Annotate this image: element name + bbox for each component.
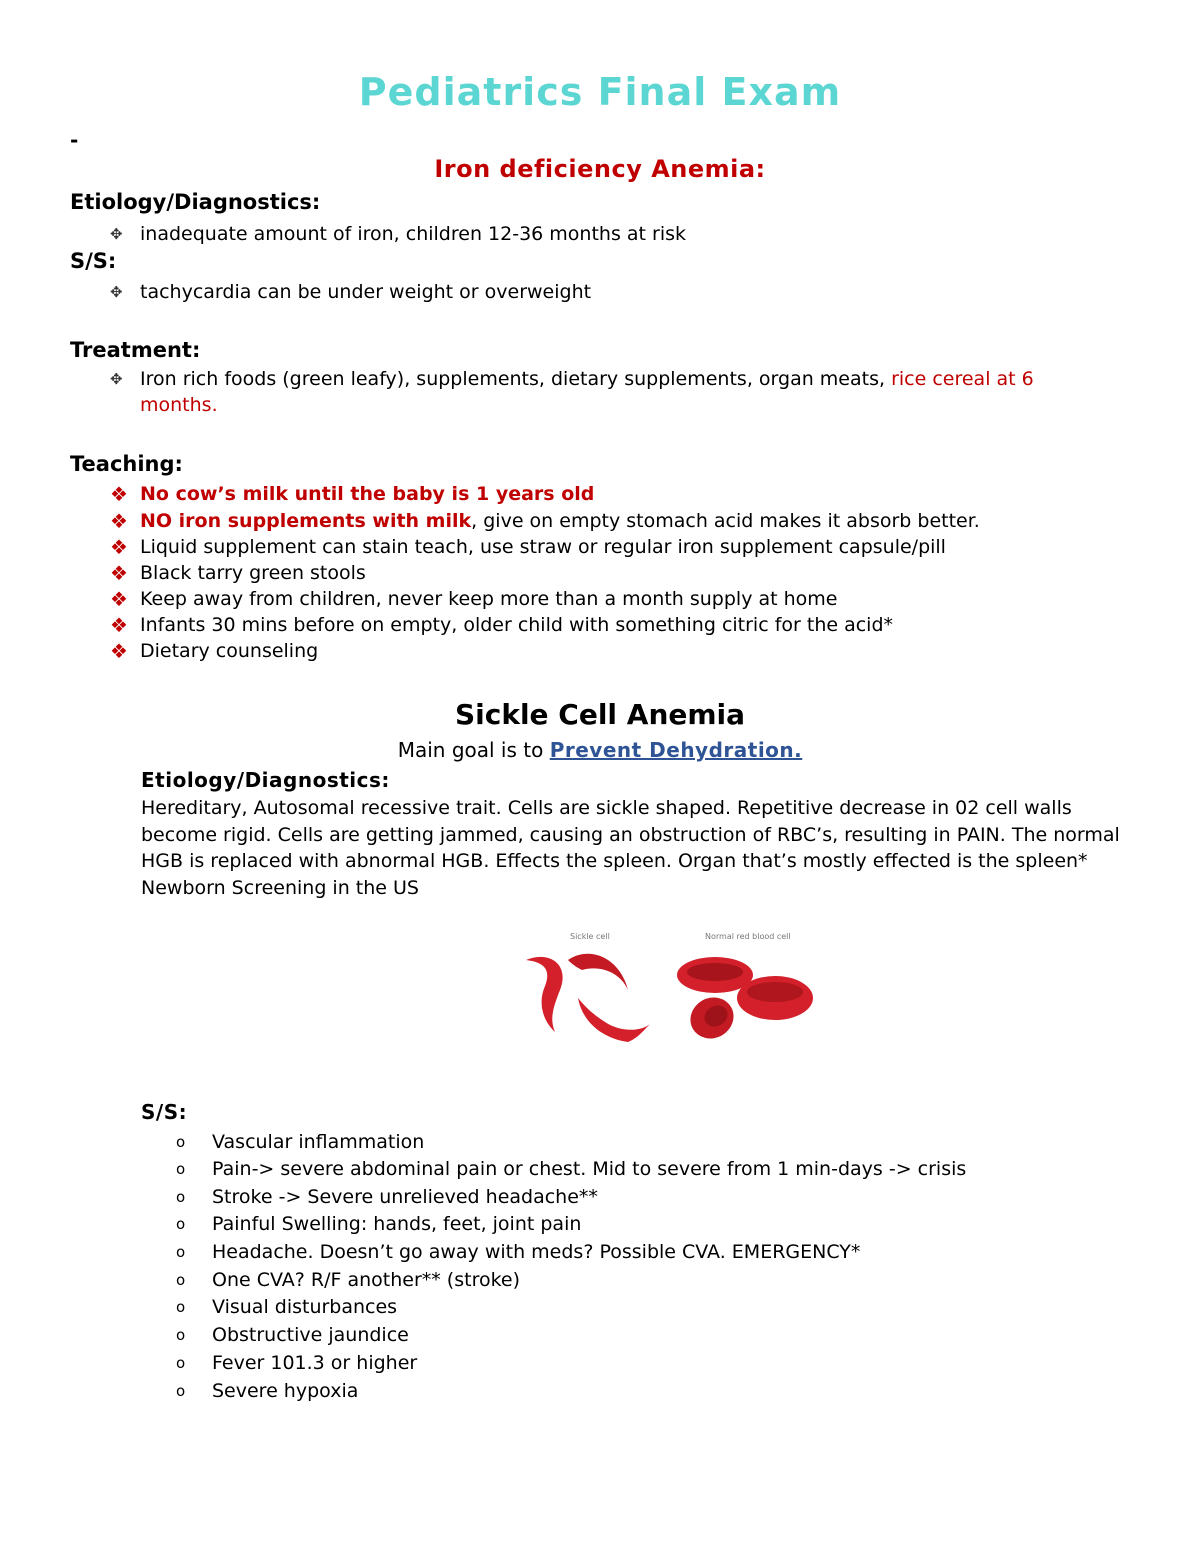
list-item: o Painful Swelling: hands, feet, joint pain [176, 1213, 582, 1235]
iron-ss-heading: S/S: [70, 249, 117, 273]
figure-label-normal: Normal red blood cell [705, 932, 791, 941]
iron-section-heading: Iron deficiency Anemia: [434, 155, 766, 183]
list-item: ❖ Dietary counseling [110, 639, 319, 663]
list-item: ✥ Iron rich foods (green leafy), supplements, dietary supplements, organ meats, rice cereal at 6 months. [110, 368, 1034, 416]
circle-o-icon: o [176, 1188, 186, 1206]
sickle-cell-shape [578, 998, 650, 1042]
red-diamond-icon: ❖ [110, 613, 128, 637]
iron-teaching-heading: Teaching: [70, 452, 183, 476]
red-diamond-icon: ❖ [110, 535, 128, 559]
circle-o-icon: o [176, 1133, 186, 1151]
iron-etiology-heading: Etiology/Diagnostics: [70, 190, 321, 214]
sickle-cell-figure [520, 920, 830, 1060]
sickle-etiology-text: Hereditary, Autosomal recessive trait. Cells are sickle shaped. Repetitive decrease in 02 cell walls become rigid. Cells are getting jammed, causing an obstruction of RBC’s, resulting in PAIN. The normal HGB is replaced with abnormal HGB. Effects the spleen. Organ that’s mostly effected is the spleen* Newborn Screening in the US [141, 797, 1120, 899]
figure-label-sickle: Sickle cell [570, 932, 610, 941]
list-item: ❖ Keep away from children, never keep more than a month supply at home [110, 587, 838, 611]
circle-o-icon: o [176, 1160, 186, 1178]
sickle-etiology-heading: Etiology/Diagnostics: [141, 768, 390, 792]
blood-cells-illustration [520, 920, 830, 1060]
circle-o-icon: o [176, 1215, 186, 1233]
page-title: Pediatrics Final Exam [358, 70, 842, 114]
four-point-star-icon: ✥ [110, 370, 123, 388]
prevent-dehydration-link[interactable]: Prevent Dehydration. [549, 738, 803, 762]
circle-o-icon: o [176, 1382, 186, 1400]
list-item: ✥ tachycardia can be under weight or overweight [110, 281, 592, 303]
sickle-cell-shape [568, 954, 628, 990]
circle-o-icon: o [176, 1243, 186, 1261]
sickle-cell-shape [526, 957, 563, 1032]
sickle-goal: Main goal is to Prevent Dehydration. [397, 738, 803, 762]
list-item: o Pain-> severe abdominal pain or chest. Mid to severe from 1 min-days -> crisis [176, 1158, 967, 1180]
circle-o-icon: o [176, 1298, 186, 1316]
list-item: o Stroke -> Severe unrelieved headache** [176, 1186, 598, 1208]
red-diamond-icon: ❖ [110, 482, 128, 506]
red-diamond-icon: ❖ [110, 639, 128, 663]
circle-o-icon: o [176, 1354, 186, 1372]
list-item: ❖ Black tarry green stools [110, 561, 366, 585]
circle-o-icon: o [176, 1326, 186, 1344]
list-item: o Headache. Doesn’t go away with meds? Possible CVA. EMERGENCY* [176, 1241, 861, 1263]
iron-treatment-heading: Treatment: [70, 338, 201, 362]
four-point-star-icon: ✥ [110, 283, 123, 301]
sickle-ss-heading: S/S: [141, 1100, 188, 1124]
list-item: ✥ inadequate amount of iron, children 12-36 months at risk [110, 223, 687, 245]
red-diamond-icon: ❖ [110, 561, 128, 585]
list-item: o Severe hypoxia [176, 1380, 359, 1402]
list-item: o Visual disturbances [176, 1296, 398, 1318]
four-point-star-icon: ✥ [110, 225, 123, 243]
red-diamond-icon: ❖ [110, 587, 128, 611]
list-item: o Fever 101.3 or higher [176, 1352, 418, 1374]
list-item: ❖ NO iron supplements with milk, give on empty stomach acid makes it absorb better. [110, 509, 980, 533]
list-item: ❖ Liquid supplement can stain teach, use straw or regular iron supplement capsule/pill [110, 535, 946, 559]
sickle-section-heading: Sickle Cell Anemia [454, 698, 746, 731]
circle-o-icon: o [176, 1271, 186, 1289]
list-item: ❖ No cow’s milk until the baby is 1 years old [110, 482, 595, 506]
list-item: o One CVA? R/F another** (stroke) [176, 1269, 521, 1291]
list-item: o Obstructive jaundice [176, 1324, 409, 1346]
list-item: o Vascular inflammation [176, 1131, 425, 1153]
list-item: ❖ Infants 30 mins before on empty, older child with something citric for the acid* [110, 613, 894, 637]
dash-marker: - [70, 128, 79, 152]
red-diamond-icon: ❖ [110, 509, 128, 533]
